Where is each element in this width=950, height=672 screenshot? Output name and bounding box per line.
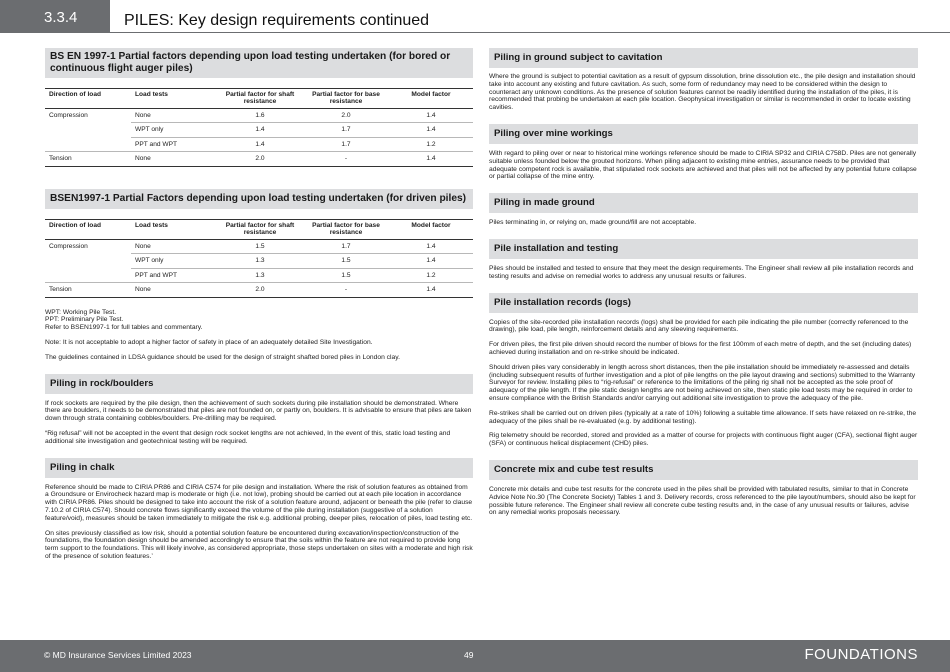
page-header — [0, 0, 950, 33]
table-cell-direction: Compression — [45, 108, 131, 152]
records-paragraph: Rig telemetry should be recorded, stored and provided as a matter of course for projects with continuous flight auger (CFA), sectional flight auger (SFA) or continuous helical displacement (CHD) piles. — [489, 432, 918, 448]
mine-heading: Piling over mine workings — [489, 124, 918, 144]
table1-col-direction: Direction of load — [45, 89, 131, 109]
records-paragraph: Should driven piles vary considerably in length across short distances, then the pile installation should be immediately re-assessed and details (including subsequent results of further investigation and a plot of pile lengths on the pile layout drawing and sections) submitted to the Warranty Surveyor for review. Installing piles to “rig-refusal” or reference to the limitations of the piling rig shall not be accepted as the sole proof of adequacy of the pile length. If the pile static design lengths are not being achieved on site, then static pile load tests may be required in order to ensure compliance with the British Standards and/or carrying out additional site investigation to prove the adequacy of the pile. — [489, 363, 916, 402]
rock-paragraph: If rock sockets are required by the pile design, then the achievement of such sockets during pile installation should be demonstrated. Where there are boulders, it needs to be demonstrated that piles are not founded on, or partly on, boulders. It is advisable to ensure that piles are taken down through strata containing cobbles/boulders. Pre-drilling may be required. — [45, 399, 472, 423]
installation-heading: Pile installation and testing — [489, 239, 918, 259]
table1-col-base: Partial factor for base resistance — [303, 89, 389, 109]
concrete-heading: Concrete mix and cube test results — [489, 460, 918, 480]
table-cell: PPT and WPT — [131, 268, 217, 283]
table-cell: 1.7 — [303, 123, 389, 138]
table1-header-row — [45, 89, 473, 109]
cavitation-paragraph: Where the ground is subject to potential cavitation as a result of gypsum dissolution, brine dissolution etc., the pile design and installation should take into account any existing and future cavitation. As such, some form of redundancy may need to be considered within the design to counteract any unknown conditions. As the presence of solution features cannot be readily identified during the installation of the piles, it is recommended that probing be undertaken at each pile location. Geophysical investigation or similar is recommended in order to locate existing cavities. — [489, 73, 916, 112]
table1-col-model: Model factor — [389, 89, 473, 109]
table-cell: 1.4 — [389, 239, 473, 254]
chalk-paragraph: Reference should be made to CIRIA PR86 and CIRIA C574 for pile design and installation. Where the risk of solution features as obtained from a Groundsure or Envirocheck hazard map is moderate or high (i.e. not low), probing should be carried out at each pile location in accordance with CIRIA PR86. Piles should be designed to take into account the risk of a solution feature around, adjacent or beneath the pile (refer to clause 7.10.2 of CIRIA C574). Should concrete flows significantly exceed the volume of the pile during installation (suggestive of a solution feature/void), measures should be taken immediately to mitigate the risk e.g. additional probing, deeper piles, relocation of piles, load testing etc. — [45, 483, 473, 522]
table2-col-load-tests: Load tests — [131, 219, 217, 239]
table-cell: - — [303, 152, 389, 167]
note-line: Refer to BSEN1997-1 for full tables and commentary. — [45, 324, 203, 332]
made-ground-paragraph: Piles terminating in, or relying on, made ground/fill are not acceptable. — [489, 219, 697, 227]
table-cell: 1.2 — [389, 137, 473, 152]
table-cell: 1.4 — [389, 152, 473, 167]
page-title: PILES: Key design requirements continued — [124, 12, 430, 29]
table-cell: 1.2 — [389, 268, 473, 283]
table-cell: 2.0 — [303, 108, 389, 123]
table-cell: 1.4 — [217, 123, 303, 138]
abbreviation-notes — [45, 309, 473, 332]
table-cell: 2.0 — [217, 283, 303, 298]
table1-col-shaft: Partial factor for shaft resistance — [217, 89, 303, 109]
table-cell: PPT and WPT — [131, 137, 217, 152]
copyright-text: © MD Insurance Services Limited 2023 — [44, 650, 192, 660]
table-cell: 1.3 — [217, 268, 303, 283]
table-cell: 1.4 — [389, 108, 473, 123]
table2-header-row — [45, 219, 473, 239]
table-cell: 1.3 — [217, 254, 303, 269]
table1-col-load-tests: Load tests — [131, 89, 217, 109]
table-cell: 1.7 — [303, 137, 389, 152]
table-cell: 1.4 — [389, 254, 473, 269]
table-cell: 1.7 — [303, 239, 389, 254]
table-row — [45, 152, 473, 167]
table-cell: - — [303, 283, 389, 298]
ldsa-guidelines: The guidelines contained in LDSA guidance should be used for the design of straight shafted bored piles in London clay. — [45, 353, 400, 361]
made-ground-heading: Piling in made ground — [489, 193, 918, 213]
table2-col-base: Partial factor for base resistance — [303, 219, 389, 239]
table2-col-direction: Direction of load — [45, 219, 131, 239]
table-row — [45, 108, 473, 123]
chapter-title: FOUNDATIONS — [804, 646, 918, 663]
rock-paragraph: “Rig refusal” will not be accepted in the event that design rock socket lengths are not achieved, In the event of this, static load testing and additional site investigation and geotechnical testing will be required. — [45, 430, 451, 445]
mine-paragraph: With regard to piling over or near to historical mine workings reference should be made to CIRIA SP32 and CIRIA C758D. Piles are not generally suitable unless founded below the grouted horizons. When piling adjacent to existing mine entries, assurance needs to be provided that adequate competent rock is available, that stipulated rock sockets are achieved and that piles will not be affected by any potential future collapse or partial collapse of the mine entry. — [489, 149, 917, 181]
table-cell: None — [131, 239, 217, 254]
table-cell: None — [131, 283, 217, 298]
table1 — [45, 88, 473, 167]
page-footer — [0, 640, 950, 672]
table-cell-direction: Tension — [45, 152, 131, 167]
table-cell: WPT only — [131, 254, 217, 269]
note-line: PPT: Preliminary Pile Test. — [45, 316, 124, 324]
table-cell: 1.5 — [303, 268, 389, 283]
table2-col-model: Model factor — [389, 219, 473, 239]
table-cell: WPT only — [131, 123, 217, 138]
table-cell: 1.5 — [217, 239, 303, 254]
chalk-heading: Piling in chalk — [45, 458, 473, 478]
table-cell-direction: Compression — [45, 239, 131, 283]
table-cell-direction: Tension — [45, 283, 131, 298]
records-paragraph: Copies of the site-recorded pile installation records (logs) shall be provided for each pile indicating the pile number (correctly referenced to the drawing), pile load, pile length, reinforcement details and any sleeving requirements. — [489, 318, 909, 334]
rock-heading: Piling in rock/boulders — [45, 374, 473, 394]
cavitation-heading: Piling in ground subject to cavitation — [489, 48, 918, 68]
table2-heading: BSEN1997-1 Partial Factors depending upon load testing undertaken (for driven piles) — [45, 189, 473, 209]
table1-heading: BS EN 1997-1 Partial factors depending upon load testing undertaken (for bored or continuous flight auger piles) — [45, 48, 473, 78]
safety-note: Note: It is not acceptable to adopt a higher factor of safety in place of an adequately detailed Site Investigation. — [45, 339, 373, 347]
right-column — [489, 48, 918, 517]
chalk-paragraph: On sites previously classified as low risk, should a potential solution feature be encountered during excavation/inspection/construction of the foundations, the foundation design should be amended accordingly to ensure that the soils within the feature are not required to provide long term support to the foundations. This will likely involve, as considered appropriate, those steps undertaken on sites with a moderate and high risk of the presence of solution features.’ — [45, 529, 473, 560]
table-row — [45, 283, 473, 298]
section-number-box — [0, 0, 110, 33]
section-number: 3.3.4 — [44, 9, 78, 26]
table-cell: None — [131, 152, 217, 167]
table-cell: 1.5 — [303, 254, 389, 269]
installation-paragraph: Piles should be installed and tested to ensure that they meet the design requirements. The Engineer shall review all pile installation records and testing results and advise on remedial works to address any unusual results or failures. — [489, 264, 914, 280]
table-cell: 1.4 — [217, 137, 303, 152]
header-rule — [110, 32, 950, 33]
table-cell: 1.4 — [389, 123, 473, 138]
table-row — [45, 239, 473, 254]
table2 — [45, 219, 473, 298]
concrete-paragraph: Concrete mix details and cube test results for the concrete used in the piles shall be provided with tabulated results, similar to that in Concrete Advice Note No.30 (The Concrete Society) Tables 1 and 3. Delivery records, cross referenced to the pile layout/numbers, should also be kept for possible future reference. The Engineer shall review all concrete cube testing results and, in the case of any unusual results or failures, advise on any remedial works proposals necessary. — [489, 485, 916, 517]
table2-col-shaft: Partial factor for shaft resistance — [217, 219, 303, 239]
left-column — [45, 48, 473, 561]
table-cell: 1.6 — [217, 108, 303, 123]
table-cell: 1.4 — [389, 283, 473, 298]
records-heading: Pile installation records (logs) — [489, 293, 918, 313]
page-number: 49 — [464, 650, 474, 660]
records-paragraph: For driven piles, the first pile driven should record the number of blows for the first 100mm of each metre of depth, and the set (including dates) achieved during installation and on re-strike should be indicated. — [489, 341, 912, 356]
note-line: WPT: Working Pile Test. — [45, 308, 117, 316]
records-paragraph: Re-strikes shall be carried out on driven piles (typically at a rate of 10%) following a suitable time allowance. If sets have relaxed on re-strike, the adequacy of the piles shall be re-evaluated (e.g. by additional testing). — [489, 409, 917, 425]
table-cell: None — [131, 108, 217, 123]
table-cell: 2.0 — [217, 152, 303, 167]
